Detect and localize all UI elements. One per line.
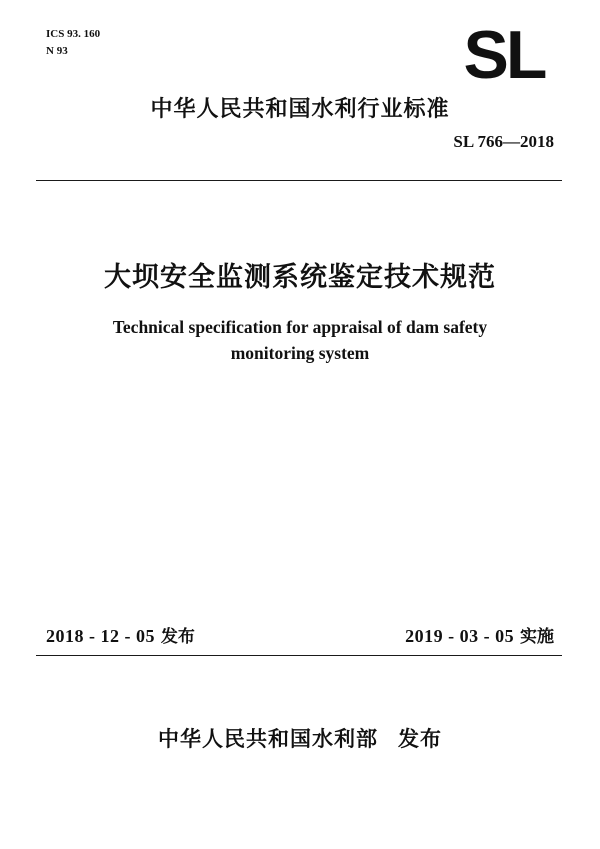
implementation-label: 实施 <box>520 627 554 647</box>
title-english-line2: monitoring system <box>230 343 370 363</box>
logo-text: SL <box>463 26 545 86</box>
issue-date-block <box>46 622 195 647</box>
publisher-line <box>0 723 600 753</box>
standard-category: 中华人民共和国水利行业标准 <box>150 97 450 122</box>
title-english-line1: Technical specification for appraisal of dam safety <box>112 317 488 337</box>
title-english <box>0 314 600 366</box>
standard-number: SL 766—2018 <box>453 132 554 151</box>
title-chinese: 大坝安全监测系统鉴定技术规范 <box>104 262 496 293</box>
n-code: N 93 <box>46 45 68 57</box>
bottom-divider <box>36 655 562 656</box>
issue-date: 2018 - 12 - 05 <box>46 626 155 646</box>
sl-logo-icon <box>456 26 552 86</box>
implementation-date-block <box>405 622 554 647</box>
classification-codes <box>46 26 100 60</box>
ics-code: ICS 93. 160 <box>46 28 101 40</box>
implementation-date: 2019 - 03 - 05 <box>405 626 515 646</box>
top-divider <box>36 180 562 181</box>
publisher-action: 发布 <box>398 727 442 751</box>
issue-label: 发布 <box>160 627 195 647</box>
publisher-name: 中华人民共和国水利部 <box>158 727 378 751</box>
